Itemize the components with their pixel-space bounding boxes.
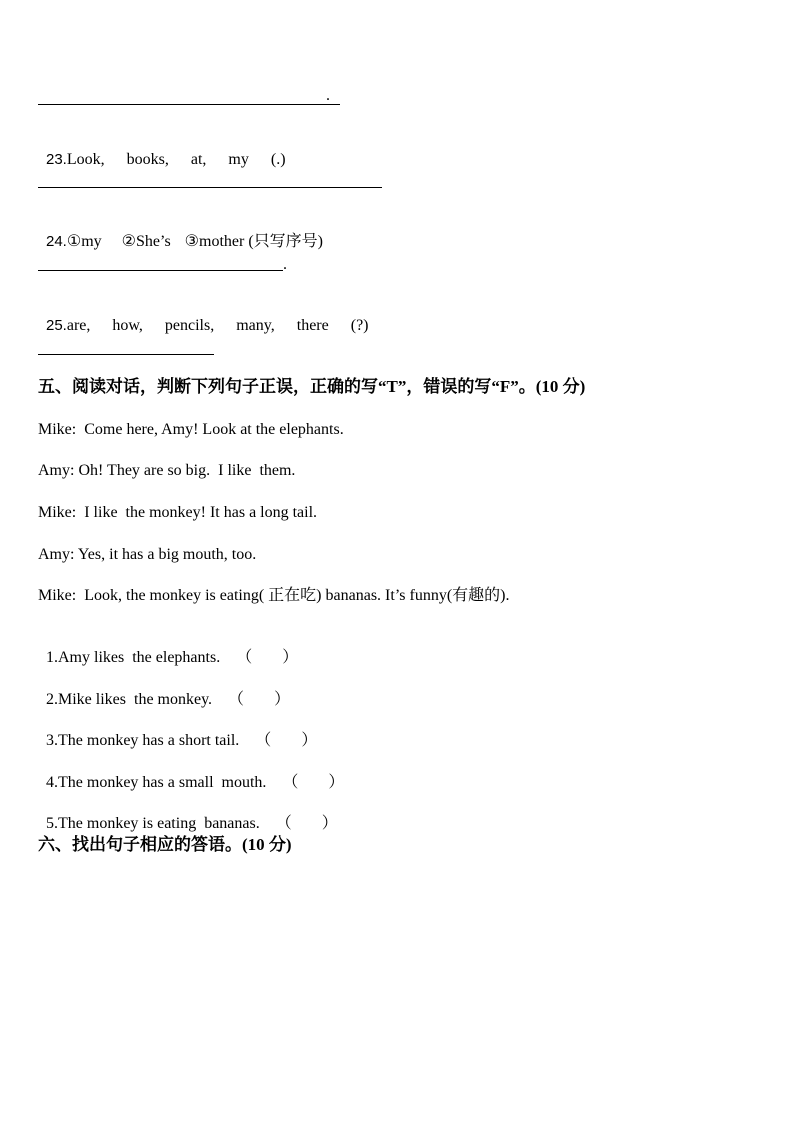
- answer-paren-open[interactable]: （: [275, 815, 292, 832]
- question-number: 24.: [46, 233, 67, 250]
- word: books,: [126, 151, 169, 168]
- dialogue-line: Amy: Oh! They are so big. I like them.: [38, 462, 296, 479]
- statement-text: 4.The monkey has a small mouth.: [46, 774, 267, 791]
- word: ③mother (只写序号): [184, 233, 323, 250]
- word: pencils,: [164, 317, 215, 334]
- answer-paren-close: ）: [301, 732, 318, 749]
- answer-line-22-period: .: [326, 87, 330, 104]
- question-23: [38, 130, 286, 170]
- answer-paren-close: ）: [328, 774, 345, 791]
- answer-paren-close: ）: [282, 649, 299, 666]
- answer-paren-open[interactable]: （: [228, 691, 245, 708]
- word: how,: [112, 317, 143, 334]
- word: are,: [66, 317, 91, 334]
- word: Look,: [66, 151, 105, 168]
- dialogue-line: Mike: I like the monkey! It has a long tail.: [38, 504, 318, 521]
- question-number: 23.: [46, 151, 67, 168]
- dialogue-line: Mike: Come here, Amy! Look at the elephants.: [38, 421, 344, 438]
- statement-text: 3.The monkey has a short tail.: [46, 732, 240, 749]
- question-number: 25.: [46, 317, 67, 334]
- word: (.): [270, 151, 286, 168]
- word: at,: [190, 151, 207, 168]
- statement-text: 2.Mike likes the monkey.: [46, 691, 213, 708]
- answer-line-24-period: .: [283, 256, 287, 273]
- word: my: [228, 151, 249, 168]
- word: (?): [350, 317, 369, 334]
- statement-4: [38, 753, 344, 793]
- statement-text: 5.The monkey is eating bananas.: [46, 815, 260, 832]
- answer-paren-open[interactable]: （: [282, 774, 299, 791]
- word: many,: [236, 317, 275, 334]
- dialogue-line: Amy: Yes, it has a big mouth, too.: [38, 546, 257, 563]
- section-5-heading: 五、阅读对话，判断下列句子正误，正确的写“T”，错误的写“F”。(10 分): [38, 377, 586, 396]
- statement-2: [38, 670, 290, 710]
- answer-line-22: [38, 104, 340, 105]
- statement-3: [38, 711, 317, 751]
- answer-line-24: [38, 270, 283, 271]
- answer-paren-close: ）: [321, 815, 338, 832]
- statement-text: 1.Amy likes the elephants.: [46, 649, 221, 666]
- word: ②She’s: [121, 233, 171, 250]
- statement-5: [38, 794, 338, 834]
- answer-line-23: [38, 187, 382, 188]
- question-25: [38, 296, 369, 336]
- question-24: [38, 212, 323, 252]
- word: there: [296, 317, 329, 334]
- word: ①my: [66, 233, 102, 250]
- answer-line-25: [38, 354, 214, 355]
- answer-paren-open[interactable]: （: [255, 732, 272, 749]
- statement-1: [38, 628, 298, 668]
- answer-paren-close: ）: [274, 691, 291, 708]
- answer-paren-open[interactable]: （: [236, 649, 253, 666]
- dialogue-line: Mike: Look, the monkey is eating( 正在吃) bananas. It’s funny(有趣的).: [38, 587, 510, 604]
- section-6-heading: 六、找出句子相应的答语。(10 分): [38, 835, 292, 854]
